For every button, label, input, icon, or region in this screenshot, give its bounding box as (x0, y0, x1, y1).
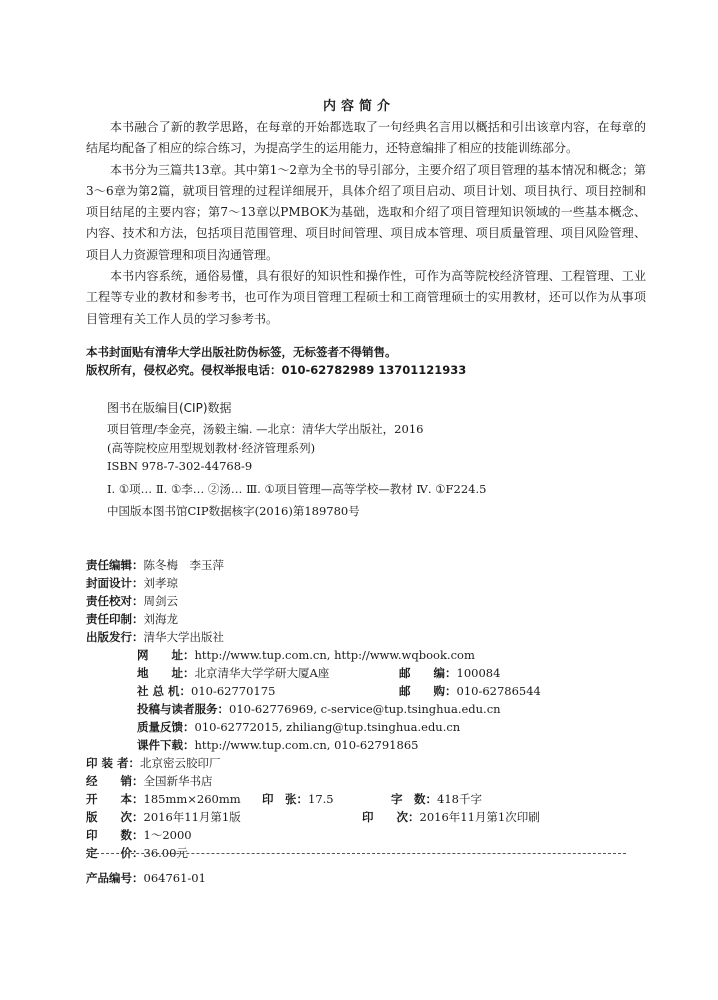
book-format: 开 本：185mm×260mm (86, 792, 241, 806)
anti-counterfeit-notice: 本书封面贴有清华大学出版社防伪标签，无标签者不得销售。 (86, 345, 397, 359)
credit-row: 出版发行：清华大学出版社 (86, 630, 224, 644)
distributor: 经 销：全国新华书店 (86, 774, 213, 788)
credit-row: 封面设计：刘孝琼 (86, 576, 178, 590)
printing: 印 次：2016年11月第1次印刷 (362, 810, 540, 824)
intro-paragraph-2: 本书分为三篇共13章。其中第1～2章为全书的导引部分，主要介绍了项目管理的基本情况和概念；第3～6章为第2篇，就项目管理的过程详细展开，具体介绍了项目启动、项目计划、项目执行、项目控制和项目结尾的主要内容；第7～13章以PMBOK为基础，选取和介绍了项目管理知识领域的一些基本概念、内容、技术和方法，包括项目范围管理、项目时间管理、项目成本管理、项目质量管理、项目风险管理、项目人力资源管理和项目沟通管理。 (86, 162, 646, 262)
publisher-postcode: 邮 编：100084 (399, 666, 501, 680)
publisher-quality: 质量反馈：010-62772015, zhiliang@tup.tsinghua.edu.cn (137, 720, 461, 734)
intro-text (86, 117, 646, 330)
divider (86, 853, 626, 854)
cip-line-2: (高等院校应用型规划教材·经济管理系列) (107, 441, 316, 455)
print-run: 印 数：1～2000 (86, 828, 192, 842)
word-count: 字 数：418千字 (391, 792, 482, 806)
publisher-website: 网 址：http://www.tup.com.cn, http://www.wqbook.com (137, 648, 475, 662)
printer: 印 装 者：北京密云胶印厂 (86, 756, 221, 770)
credit-row: 责任校对：周剑云 (86, 594, 178, 608)
cip-number: 中国版本图书馆CIP数据核字(2016)第189780号 (107, 504, 360, 518)
cip-classification: Ⅰ. ①项… Ⅱ. ①李… ②汤… Ⅲ. ①项目管理—高等学校—教材 Ⅳ. ①F224.5 (107, 482, 487, 496)
intro-paragraph-1: 本书融合了新的教学思路，在每章的开始都选取了一句经典名言用以概括和引出该章内容，在每章的结尾均配备了相应的综合练习，为提高学生的运用能力，还特意编排了相应的技能训练部分。 (86, 120, 646, 156)
cip-heading: 图书在版编目(CIP)数据 (107, 401, 232, 415)
publisher-switchboard: 社 总 机：010-62770175 (137, 684, 276, 698)
printed-sheets: 印 张：17.5 (262, 792, 334, 806)
product-code: 产品编号：064761-01 (86, 871, 206, 885)
intro-paragraph-3: 本书内容系统，通俗易懂，具有很好的知识性和操作性，可作为高等院校经济管理、工程管理、工业工程等专业的教材和参考书，也可作为项目管理工程硕士和工商管理硕士的实用教材，还可以作为从事项目管理有关工作人员的学习参考书。 (86, 269, 646, 326)
credit-row: 责任编辑：陈冬梅 李玉萍 (86, 558, 224, 572)
publisher-address: 地 址：北京清华大学学研大厦A座 (137, 666, 330, 680)
price: 定 价：36.00元 (86, 846, 188, 860)
publisher-download: 课件下载：http://www.tup.com.cn, 010-62791865 (137, 738, 419, 752)
edition: 版 次：2016年11月第1版 (86, 810, 241, 824)
publisher-mail-order: 邮 购：010-62786544 (399, 684, 541, 698)
copyright-notice: 版权所有，侵权必究。侵权举报电话：010-62782989 13701121933 (86, 363, 467, 377)
cip-line-1: 项目管理/李金亮，汤毅主编. —北京：清华大学出版社，2016 (107, 422, 424, 436)
cip-isbn: ISBN 978-7-302-44768-9 (107, 459, 253, 473)
credit-row: 责任印制：刘海龙 (86, 612, 178, 626)
page-title: 内容简介 (322, 99, 395, 114)
publisher-contribution: 投稿与读者服务：010-62776969, c-service@tup.tsinghua.edu.cn (137, 702, 501, 716)
